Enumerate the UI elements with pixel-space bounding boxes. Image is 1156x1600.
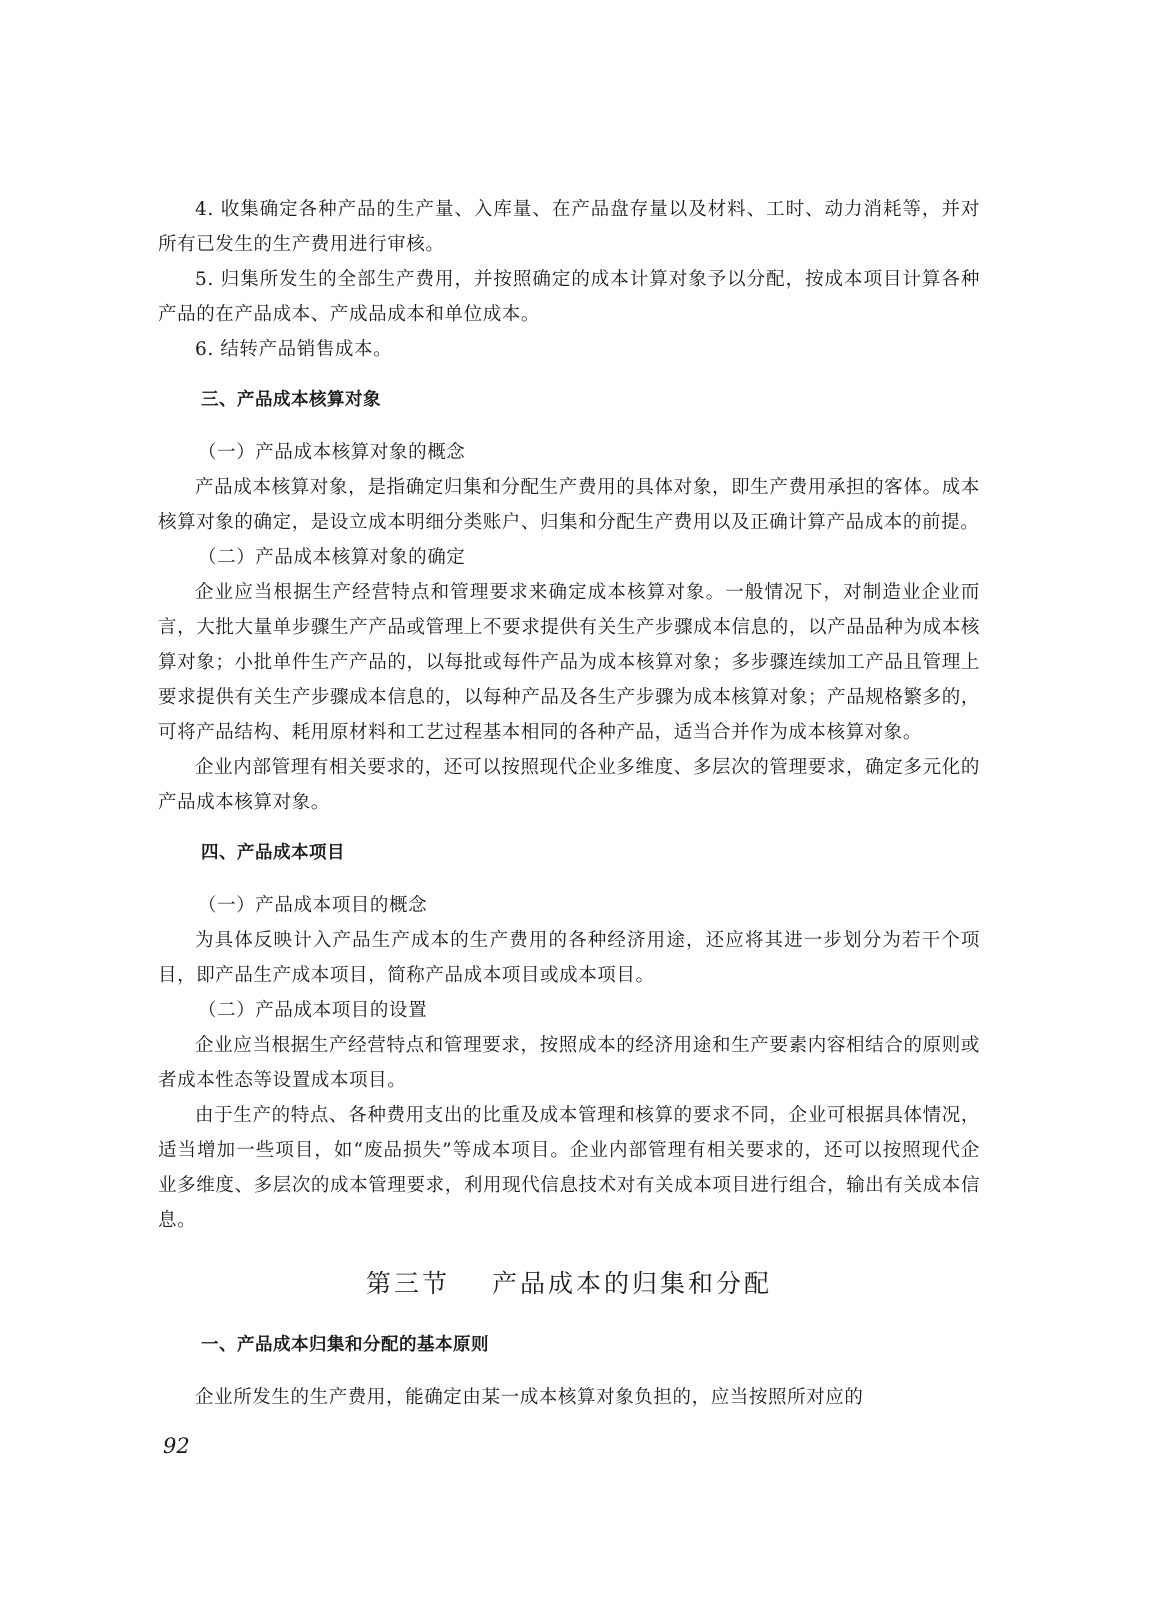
list-item-5: 5. 归集所发生的全部生产费用，并按照确定的成本计算对象予以分配，按成本项目计算各种产品的在产品成本、产成品成本和单位成本。 — [158, 269, 980, 325]
section-number: 第三节 — [365, 1269, 450, 1298]
subheading-3-2: （二）产品成本核算对象的确定 — [198, 547, 466, 568]
paragraph-part-1: 企业所发生的生产费用，能确定由某一成本核算对象负担的，应当按照所对应的 — [195, 1387, 864, 1408]
heading-part-1: 一、产品成本归集和分配的基本原则 — [201, 1335, 489, 1355]
subheading-4-1: （一）产品成本项目的概念 — [198, 895, 428, 916]
list-item-6: 6. 结转产品销售成本。 — [195, 339, 393, 360]
list-item-4: 4. 收集确定各种产品的生产量、入库量、在产品盘存量以及材料、工时、动力消耗等，并对所有已发生的生产费用进行审核。 — [158, 199, 980, 255]
heading-section-4: 四、产品成本项目 — [201, 843, 345, 863]
page-body — [158, 192, 980, 1415]
paragraph-3-2b: 企业内部管理有相关要求的，还可以按照现代企业多维度、多层次的管理要求，确定多元化的产品成本核算对象。 — [158, 757, 980, 813]
subheading-4-2: （二）产品成本项目的设置 — [198, 1000, 428, 1021]
section-title — [158, 1262, 980, 1306]
paragraph-3-2a: 企业应当根据生产经营特点和管理要求来确定成本核算对象。一般情况下，对制造业企业而言，大批大量单步骤生产产品或管理上不要求提供有关生产步骤成本信息的，以产品品种为成本核算对象；小批单件生产产品的，以每批或每件产品为成本核算对象；多步骤连续加工产品且管理上要求提供有关生产步骤成本信息的，以每种产品及各生产步骤为成本核算对象；产品规格繁多的，可将产品结构、耗用原材料和工艺过程基本相同的各种产品，适当合并作为成本核算对象。 — [158, 582, 980, 743]
heading-section-3: 三、产品成本核算对象 — [201, 390, 381, 410]
page-number: 92 — [163, 1434, 190, 1458]
paragraph-4-2a: 企业应当根据生产经营特点和管理要求，按照成本的经济用途和生产要素内容相结合的原则或者成本性态等设置成本项目。 — [158, 1035, 980, 1091]
section-name: 产品成本的归集和分配 — [492, 1269, 773, 1298]
subheading-3-1: （一）产品成本核算对象的概念 — [198, 442, 466, 463]
paragraph-4-1: 为具体反映计入产品生产成本的生产费用的各种经济用途，还应将其进一步划分为若干个项目，即产品生产成本项目，简称产品成本项目或成本项目。 — [158, 930, 980, 986]
paragraph-3-1: 产品成本核算对象，是指确定归集和分配生产费用的具体对象，即生产费用承担的客体。成本核算对象的确定，是设立成本明细分类账户、归集和分配生产费用以及正确计算产品成本的前提。 — [158, 477, 980, 533]
paragraph-4-2b: 由于生产的特点、各种费用支出的比重及成本管理和核算的要求不同，企业可根据具体情况，适当增加一些项目，如“废品损失”等成本项目。企业内部管理有相关要求的，还可以按照现代企业多维度、多层次的成本管理要求，利用现代信息技术对有关成本项目进行组合，输出有关成本信息。 — [158, 1105, 980, 1231]
